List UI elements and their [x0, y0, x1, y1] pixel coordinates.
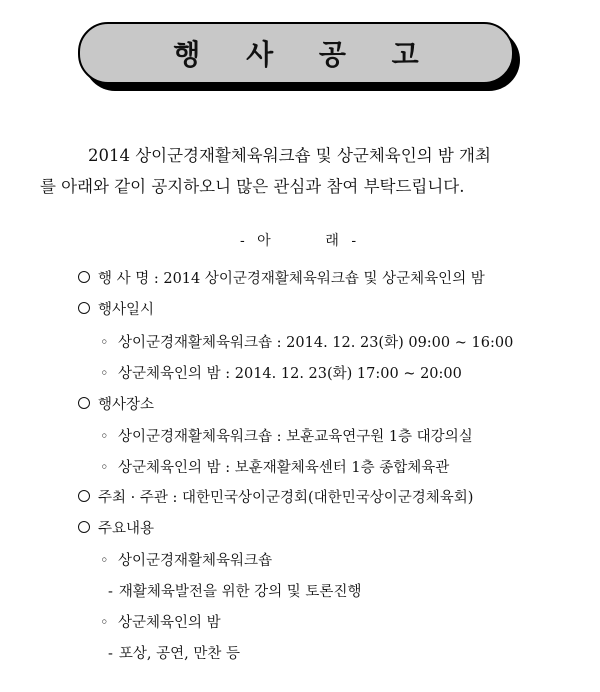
dash-bullet-icon: - — [108, 584, 113, 600]
list-item-host — [78, 487, 473, 509]
place-night-text: 상군체육인의 밤 : 보훈재활체육센터 1층 종합체육관 — [118, 460, 450, 476]
ring-bullet-icon — [78, 490, 90, 502]
intro-paragraph — [40, 140, 570, 202]
content-workshop-text: 상이군경재활체육워크숍 — [118, 553, 273, 569]
sub-bullet-icon: ◦ — [100, 553, 109, 569]
ring-bullet-icon — [78, 271, 90, 283]
sub-bullet-icon: ◦ — [100, 366, 109, 382]
list-item-content-heading — [78, 518, 154, 540]
ring-bullet-icon — [78, 521, 90, 533]
content-night-detail-text: 포상, 공연, 만찬 등 — [118, 646, 241, 662]
below-heading: - 아 래 - — [239, 233, 361, 249]
dash-bullet-icon: - — [108, 646, 113, 662]
list-item-place-night — [100, 457, 449, 479]
date-workshop-text: 상이군경재활체육워크숍 : 2014. 12. 23(화) 09:00 ~ 16:00 — [118, 335, 514, 351]
content-night-text: 상군체육인의 밤 — [118, 615, 221, 631]
sub-bullet-icon: ◦ — [100, 615, 109, 631]
event-name-text: 행 사 명 : 2014 상이군경재활체육워크숍 및 상군체육인의 밤 — [98, 271, 485, 287]
intro-line-2: 를 아래와 같이 공지하오니 많은 관심과 참여 부탁드립니다. — [40, 177, 465, 196]
content-heading-text: 주요내용 — [98, 521, 155, 537]
list-item-place-workshop — [100, 426, 473, 448]
content-workshop-detail-text: 재활체육발전을 위한 강의 및 토론진행 — [118, 584, 362, 600]
ring-bullet-icon — [78, 397, 90, 409]
list-item-content-workshop — [100, 550, 272, 572]
title-banner — [78, 22, 526, 100]
title-box — [78, 22, 514, 84]
ring-bullet-icon — [78, 302, 90, 314]
place-workshop-text: 상이군경재활체육워크숍 : 보훈교육연구원 1층 대강의실 — [118, 429, 473, 445]
intro-line-1: 2014 상이군경재활체육워크숍 및 상군체육인의 밤 개최 — [88, 146, 491, 165]
sub-bullet-icon: ◦ — [100, 429, 109, 445]
list-item-date-heading — [78, 299, 154, 321]
place-heading-text: 행사장소 — [98, 397, 155, 413]
date-heading-text: 행사일시 — [98, 302, 155, 318]
list-item-content-workshop-detail — [108, 581, 361, 603]
page-title: 행 사 공 고 — [173, 38, 437, 71]
list-item-date-night — [100, 363, 462, 385]
list-item-place-heading — [78, 394, 154, 416]
sub-bullet-icon: ◦ — [100, 335, 109, 351]
list-item-event-name — [78, 268, 485, 290]
date-night-text: 상군체육인의 밤 : 2014. 12. 23(화) 17:00 ~ 20:00 — [118, 366, 462, 382]
list-item-content-night-detail — [108, 643, 240, 665]
list-item-content-night — [100, 612, 221, 634]
host-text: 주최 · 주관 : 대한민국상이군경회(대한민국상이군경체육회) — [98, 490, 474, 506]
sub-bullet-icon: ◦ — [100, 460, 109, 476]
list-item-date-workshop — [100, 332, 513, 354]
